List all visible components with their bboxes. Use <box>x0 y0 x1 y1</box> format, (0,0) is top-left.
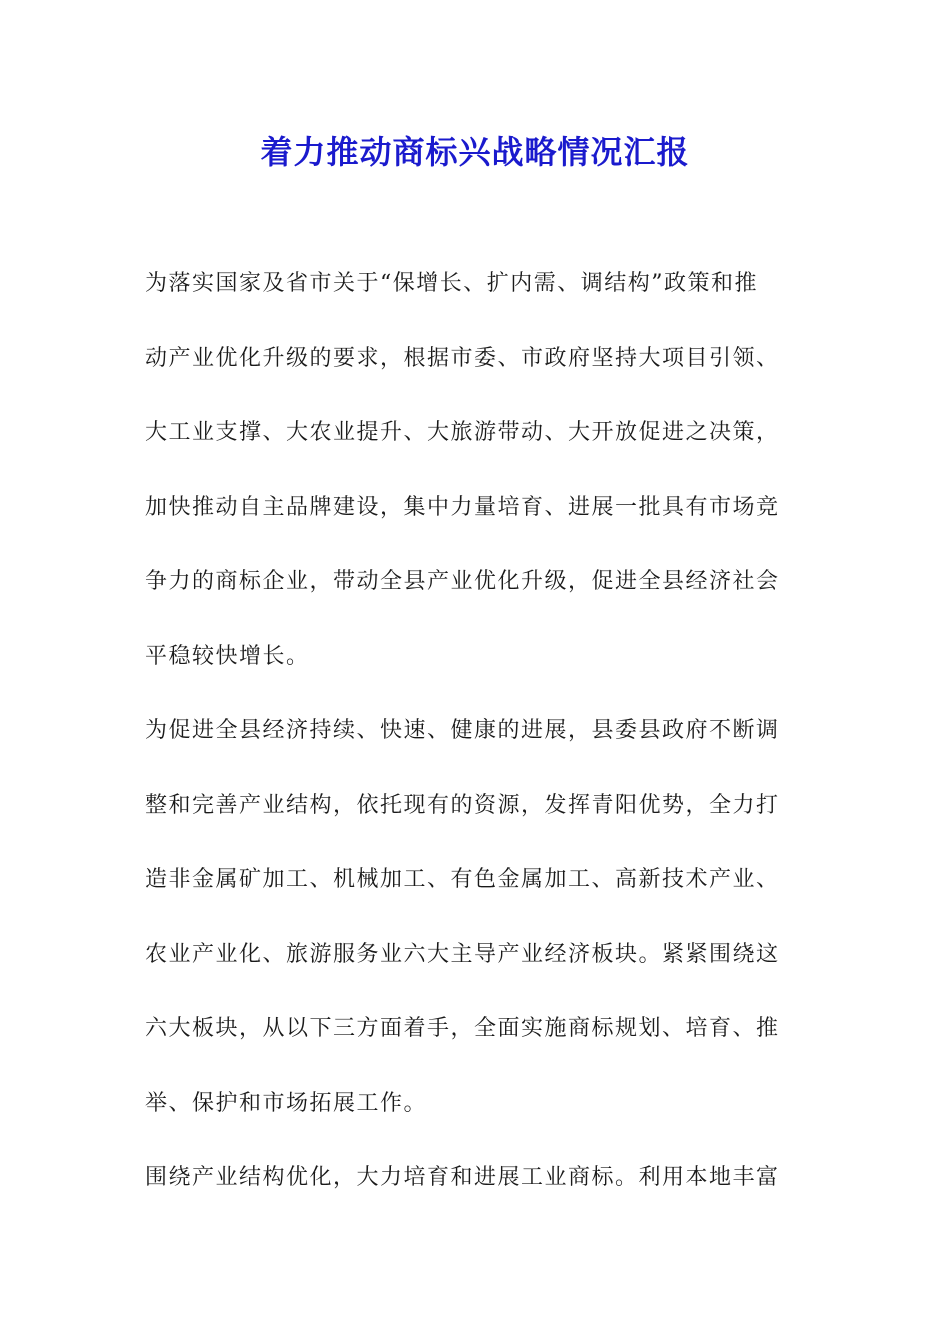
text-line: 争力的商标企业，带动全县产业优化升级，促进全县经济社会 <box>145 569 780 594</box>
text-line: 六大板块，从以下三方面着手，全面实施商标规划、培育、推 <box>145 1016 780 1041</box>
text-line: 造非金属矿加工、机械加工、有色金属加工、高新技术产业、 <box>145 867 780 892</box>
paragraph-3 <box>145 1156 805 1231</box>
text-line: 整和完善产业结构，依托现有的资源，发挥青阳优势，全力打 <box>145 792 780 818</box>
text-line: 举、保护和市场拓展工作。 <box>145 1090 428 1116</box>
text-line: 围绕产业结构优化，大力培育和进展工业商标。利用本地丰富 <box>145 1165 780 1190</box>
document-title: 着力推动商标兴战略情况汇报 <box>260 133 690 171</box>
text-line: 大工业支撑、大农业提升、大旅游带动、大开放促进之决策， <box>145 420 780 445</box>
text-line: 农业产业化、旅游服务业六大主导产业经济板块。紧紧围绕这 <box>145 941 780 967</box>
paragraph-2 <box>145 709 805 1156</box>
text-line: 平稳较快增长。 <box>145 643 310 669</box>
text-line: 加快推动自主品牌建设，集中力量培育、进展一批具有市场竞 <box>145 494 780 520</box>
text-line: 为落实国家及省市关于“保增长、扩内需、调结构”政策和推 <box>145 271 758 296</box>
paragraph-1 <box>145 262 805 709</box>
text-line: 动产业优化升级的要求，根据市委、市政府坚持大项目引领、 <box>145 345 780 371</box>
text-line: 为促进全县经济持续、快速、健康的进展，县委县政府不断调 <box>145 718 780 743</box>
document-body <box>145 262 805 1231</box>
